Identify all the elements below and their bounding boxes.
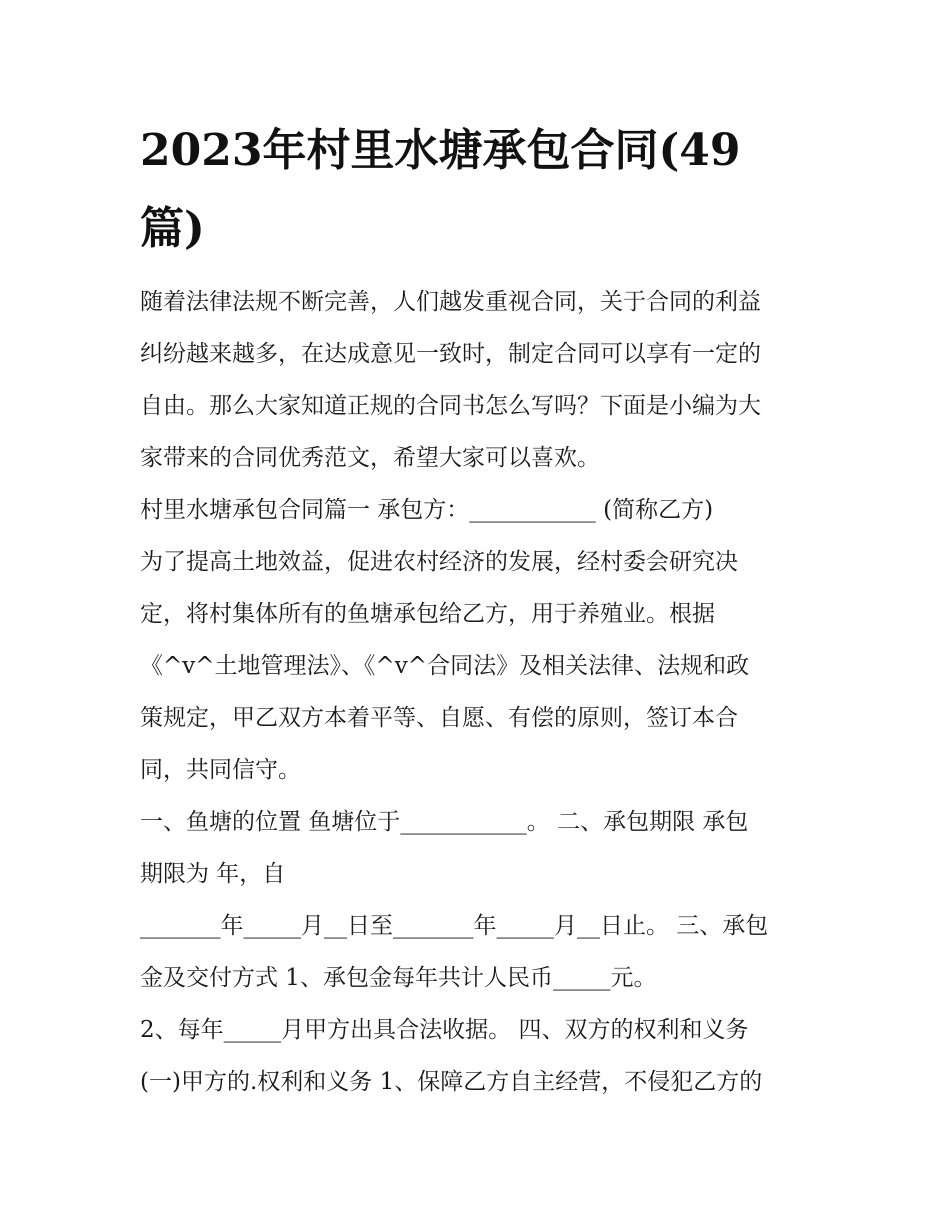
text-line: 纠纷越来越多，在达成意见一致时，制定合同可以享有一定的 bbox=[140, 341, 761, 367]
text-line: 定，将村集体所有的鱼塘承包给乙方，用于养殖业。根据 bbox=[140, 601, 715, 627]
preamble-paragraph bbox=[140, 536, 820, 796]
text-line: 村里水塘承包合同篇一 承包方：___________ (简称乙方) bbox=[140, 497, 714, 523]
text-line: 金及交付方式 1、承包金每年共计人民币_____元。 bbox=[140, 965, 657, 991]
contract-heading-paragraph bbox=[140, 484, 820, 536]
text-line: 策规定，甲乙双方本着平等、自愿、有偿的原则，签订本合 bbox=[140, 705, 738, 731]
document-body bbox=[140, 276, 820, 1108]
text-line: 期限为 年，自 bbox=[140, 861, 286, 887]
text-line: 家带来的合同优秀范文，希望大家可以喜欢。 bbox=[140, 445, 600, 471]
rights-paragraph bbox=[140, 1004, 820, 1108]
terms-paragraph bbox=[140, 796, 820, 1004]
text-line: 自由。那么大家知道正规的合同书怎么写吗？下面是小编为大 bbox=[140, 393, 761, 419]
text-line: 《^v^土地管理法》、《^v^合同法》及相关法律、法规和政 bbox=[140, 653, 750, 679]
document-title bbox=[140, 112, 820, 268]
text-line: 一、鱼塘的位置 鱼塘位于___________。 二、承包期限 承包 bbox=[140, 809, 749, 835]
text-line: 为了提高土地效益，促进农村经济的发展，经村委会研究决 bbox=[140, 549, 738, 575]
title-line: 篇) bbox=[140, 203, 205, 254]
text-line: (一)甲方的.权利和义务 1、保障乙方自主经营，不侵犯乙方的 bbox=[140, 1069, 763, 1095]
text-line: 随着法律法规不断完善，人们越发重视合同，关于合同的利益 bbox=[140, 289, 761, 315]
text-line: 2、每年_____月甲方出具合法收据。 四、双方的权利和义务 bbox=[140, 1017, 749, 1043]
text-line: 同，共同信守。 bbox=[140, 757, 301, 783]
intro-paragraph bbox=[140, 276, 820, 484]
title-line: 2023年村里水塘承包合同(49 bbox=[140, 125, 741, 176]
text-line: _______年_____月__日至_______年_____月__日止。 三、承包 bbox=[140, 913, 769, 939]
